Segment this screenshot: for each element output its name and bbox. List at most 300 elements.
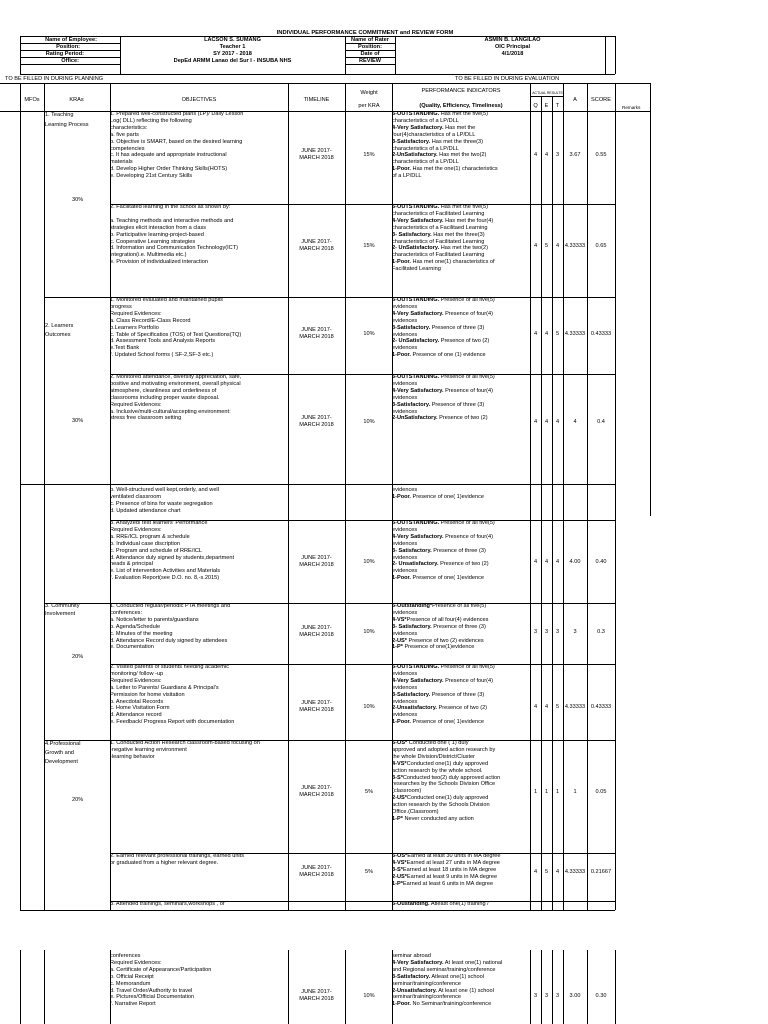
row-e: 4 <box>544 419 549 425</box>
indicator-rating: 1-Poor. <box>392 719 411 726</box>
indicator-line <box>392 960 502 967</box>
row-q: 1 <box>533 789 538 795</box>
objective-line: e. Developing 21st Century Skills <box>110 173 193 180</box>
kra-2-weight: 30% <box>72 418 84 424</box>
indicator-line <box>392 318 417 325</box>
indicator-line <box>392 988 494 995</box>
indicator-line <box>392 768 482 775</box>
rating-period-value: SY 2017 - 2018 <box>213 51 252 57</box>
indicator-text: At least one (1) school <box>436 987 494 994</box>
v-rule <box>392 83 393 516</box>
indicator-text: Has met the three(3) <box>431 231 485 238</box>
row-a: 4.00 <box>569 559 581 565</box>
indicator-line <box>392 575 484 582</box>
row-e: 1 <box>544 789 549 795</box>
objective-line: classrooms including proper waste disposal. <box>110 394 220 401</box>
row-score: 0.40 <box>595 559 607 565</box>
indicator-line <box>392 166 498 173</box>
indicator-text: Conducted two(2) duly approved action <box>402 774 501 781</box>
objective-line: positive and motivating environment, overall physical <box>110 380 241 387</box>
row-e: 4 <box>544 331 549 337</box>
indicator-rating: 3-Satisfactory. <box>392 691 431 698</box>
col-remarks: Remarks <box>622 105 641 110</box>
h-rule <box>0 83 650 84</box>
kra-1-line2: Learning Process <box>45 122 89 128</box>
indicator-rating: 3-Satisfactory. <box>392 138 431 145</box>
indicator-rating: 1-P* <box>392 880 403 887</box>
employee-label: Name of Employee: <box>45 37 97 43</box>
indicator-text: evidences <box>392 487 418 493</box>
row-timeline: MARCH 2018 <box>299 996 334 1002</box>
indicator-text: Has met the one(1) characteristics <box>410 166 498 173</box>
objective-line: d. Travel Order/Authority to travel <box>110 987 193 994</box>
v-rule <box>288 83 289 516</box>
objective-line: a. RRE/ICL program & schedule <box>110 533 190 540</box>
objective-line: b. Individual case discription <box>110 540 180 547</box>
position-label: Position: <box>56 44 80 50</box>
indicator-text: No Seminar/training/conference <box>410 1001 492 1008</box>
row-e: 5 <box>544 869 549 875</box>
objective-line: a. Teaching methods and interactive methods and <box>110 217 234 224</box>
indicator-line <box>392 139 483 146</box>
v-rule <box>44 83 45 516</box>
v-rule <box>541 96 542 516</box>
indicator-rating: 3-S* <box>392 774 403 781</box>
indicator-text: Earned at least 30 units in MA degree <box>407 853 501 859</box>
v-rule <box>20 950 21 1024</box>
rater-position-value: OIC Principal <box>494 44 531 50</box>
v-rule <box>395 36 396 74</box>
v-rule <box>20 36 21 74</box>
indicator-text: Earned at least 6 units in MA degree <box>402 880 494 887</box>
indicator-text: Conducted one ( 1) duly <box>407 740 469 746</box>
indicator-line <box>392 152 486 159</box>
v-rule <box>44 950 45 1024</box>
row-e: 3 <box>544 629 549 635</box>
indicator-text: Has met the <box>443 124 476 131</box>
indicator-line <box>392 332 417 339</box>
row-weight: 5% <box>364 789 374 795</box>
row-timeline: JUNE 2017- <box>301 327 332 334</box>
row-e: 5 <box>544 243 549 249</box>
indicator-text: characteristics of a LP/DLL <box>392 145 459 152</box>
row-e: 3 <box>544 993 549 999</box>
position-value: Teacher 1 <box>219 44 246 50</box>
indicator-text: Presence of all five(5) <box>439 374 495 380</box>
evaluation-label: TO BE FILLED IN DURING EVALUATION <box>455 76 560 82</box>
indicator-line <box>392 232 485 239</box>
indicator-line <box>392 867 496 874</box>
indicator-text: Presence of three (3) <box>430 401 485 408</box>
row-a: 3.67 <box>569 152 581 158</box>
row-q: 4 <box>533 152 538 158</box>
indicator-text: Presence of two (2) <box>439 338 490 345</box>
v-rule <box>615 950 616 1024</box>
indicator-line <box>392 664 495 671</box>
indicator-text: Presence of all five(5) <box>439 664 495 670</box>
objective-line: b.Learners Portfolio <box>110 324 159 331</box>
row-score: 0.65 <box>595 243 607 249</box>
indicator-text: Atleast one(1) training / <box>429 901 489 907</box>
objective-line: c. Program and schedule of RRE/ICL <box>110 547 203 554</box>
row-a: 4.33333 <box>564 243 586 249</box>
indicator-text: Presence of one (1) evidence <box>410 352 486 359</box>
indicator-line <box>392 568 417 575</box>
rater-label: Name of Rater <box>351 37 389 43</box>
indicator-text: Presence of four(4) <box>443 310 493 317</box>
indicator-line <box>392 719 484 726</box>
indicator-text: Has met the five(5) <box>439 111 488 117</box>
objective-line: heads & principal <box>110 561 153 568</box>
indicator-line <box>392 853 501 860</box>
col-weight-per-kra: per KRA <box>358 103 380 109</box>
indicator-text: Never conducted any action <box>402 815 474 822</box>
objective-line: Permission for home visitation <box>110 691 185 698</box>
indicator-line <box>392 671 417 678</box>
objective-line: c. Table of Specificatios (TOS) of Test Questions(TQ) <box>110 331 242 338</box>
indicator-text: action research by the Schools Division <box>392 802 490 809</box>
row-weight: 10% <box>363 704 375 710</box>
row-timeline: JUNE 2017- <box>301 700 332 707</box>
row-timeline: MARCH 2018 <box>299 155 334 161</box>
indicator-text: Presence of one( 1)evidence <box>410 575 485 582</box>
row-t: 4 <box>555 419 560 425</box>
objective-line: d. Attendance record <box>110 712 162 719</box>
indicator-rating: 3-S* <box>392 866 403 873</box>
objective-line: b. Well-structured well kept,orderly, and well <box>110 487 219 493</box>
indicator-text: Conducted one(1) duly approved <box>406 795 489 802</box>
row-score: 0.30 <box>595 993 607 999</box>
h-rule <box>110 204 615 205</box>
indicator-line <box>392 548 486 555</box>
v-rule <box>552 484 553 910</box>
indicator-line <box>392 409 417 416</box>
indicator-text: characteristics of a Facilitaed Learning <box>392 224 488 231</box>
indicator-text: Presence of four(4) <box>443 387 493 394</box>
row-e: 4 <box>544 559 549 565</box>
indicator-line <box>392 352 486 359</box>
v-rule <box>110 83 111 516</box>
objective-line: -learning behavior <box>110 753 155 760</box>
row-q: 4 <box>533 704 538 710</box>
objective-line: c. It has adequate and appropriate instructional <box>110 152 227 159</box>
row-weight: 10% <box>363 559 375 565</box>
objective-line: or graduated from a higher relevant degree. <box>110 859 219 866</box>
objective-line: a. Notice/letter to parents/guardians <box>110 616 199 623</box>
indicator-rating: 2-Unsatisfactory. <box>392 987 437 994</box>
v-rule <box>110 950 111 1024</box>
row-t: 3 <box>555 629 560 635</box>
h-rule <box>20 57 120 58</box>
row-timeline: JUNE 2017- <box>301 989 332 996</box>
v-rule <box>615 83 616 516</box>
h-rule <box>110 374 615 375</box>
v-rule <box>345 950 346 1024</box>
indicator-line <box>392 388 493 395</box>
objective-line: d. Attendance duly signed by students,department <box>110 554 235 561</box>
col-qet: (Quality, Efficiency, Timeliness) <box>419 103 503 109</box>
indicator-rating: 4-Very Satisfactory. <box>392 387 444 394</box>
indicator-line <box>392 994 461 1001</box>
indicator-line <box>392 901 489 908</box>
indicator-rating: 1-Poor. <box>392 166 411 173</box>
objective-line: 2. Earned relevant professional trainings, earned units <box>110 853 245 859</box>
v-rule <box>288 950 289 1024</box>
row-timeline: MARCH 2018 <box>299 632 334 638</box>
col-actual-results: ACTUAL RESULTS <box>532 91 563 95</box>
indicator-line <box>392 881 493 888</box>
v-rule <box>392 484 393 910</box>
kra-4-line3: Development <box>45 759 78 765</box>
indicator-line <box>392 953 431 960</box>
objective-line: c. Memorandum <box>110 980 151 987</box>
h-rule <box>345 50 395 51</box>
kra-4-weight: 20% <box>72 797 84 803</box>
h-rule <box>110 664 615 665</box>
objective-line: integration(i.e. Multimedia etc.) <box>110 252 187 259</box>
indicator-text: Presence of two (2) <box>436 705 488 712</box>
objective-line: f. Narrative Report <box>110 1001 156 1008</box>
objective-line: e. Documentation <box>110 644 154 651</box>
row-score: 0.4 <box>597 419 605 425</box>
indicator-line <box>392 111 488 118</box>
rater-position-label: Position: <box>358 44 382 50</box>
row-a: 4 <box>573 419 577 425</box>
indicator-text: the whole Division/District/Cluster <box>392 753 475 760</box>
indicator-rating: 4-VS* <box>392 859 407 866</box>
h-rule <box>20 43 120 44</box>
indicator-rating: 4-Very Satisfactory. <box>392 533 444 540</box>
indicator-text: evidences <box>392 408 418 415</box>
indicator-line <box>392 125 475 132</box>
col-kras: KRAs <box>69 97 84 103</box>
h-rule <box>345 57 395 58</box>
objective-line: e. Feedback/ Progress Report with documentation <box>110 719 235 726</box>
indicator-text: characteristics of a LP/DLL <box>392 117 459 124</box>
indicator-line <box>392 678 493 685</box>
indicator-line <box>392 132 475 139</box>
objective-line: competencies <box>110 145 145 152</box>
objective-line: f. Evaluation Report(see D.O. no. 8,-s.2015) <box>110 575 220 582</box>
objective-line: characteristics: <box>110 124 148 131</box>
h-rule <box>20 50 120 51</box>
indicator-line <box>392 541 417 548</box>
indicator-line <box>392 534 493 541</box>
v-rule <box>587 950 588 1024</box>
indicator-text: Presence of four(4) <box>443 677 493 684</box>
kra-4-line2: Growth and <box>45 750 74 756</box>
v-rule <box>44 484 45 910</box>
objective-line: 3. Attended trainings, seminars,workshops , or <box>110 901 225 907</box>
indicator-line <box>392 173 422 180</box>
row-t: 3 <box>555 993 560 999</box>
objective-line: Required Evidences: <box>110 401 162 408</box>
indicator-text: Presence of two (2) <box>437 415 488 422</box>
indicator-text: characteristics of a LP/DLL <box>392 159 459 166</box>
indicator-line <box>392 781 495 788</box>
indicator-text: Has met the two(2) <box>437 152 487 159</box>
objective-line: a. Class Record/E-Class Record <box>110 317 191 324</box>
col-e: E <box>544 103 549 109</box>
objective-line: b. Agenda/Schedule <box>110 623 161 630</box>
v-rule <box>587 83 588 516</box>
objective-line: Required Evidences: <box>110 959 162 966</box>
indicator-text: Presence of one( 1)evidence <box>410 493 485 500</box>
indicator-text: evidences <box>392 526 418 533</box>
row-timeline: JUNE 2017- <box>301 625 332 632</box>
indicator-text: evidences <box>392 568 418 575</box>
row-a: 3.00 <box>569 993 581 999</box>
row-weight: 5% <box>364 869 374 875</box>
objective-line: conferences <box>110 953 141 959</box>
row-weight: 15% <box>363 152 375 158</box>
v-rule <box>563 950 564 1024</box>
objective-line: d. Assessment Tools and Analysis Reports <box>110 338 215 345</box>
indicator-rating: 2- UnSatisfactory. <box>392 338 440 345</box>
indicator-line <box>392 692 484 699</box>
objective-line: 1. Conducted Action Research classroom-based focusing on <box>110 740 260 746</box>
objective-line: b. Participative learning-project-based <box>110 231 204 238</box>
h-rule <box>530 96 563 97</box>
objective-line: a. Certificate of Appearance/Participation <box>110 966 212 973</box>
row-a: 4.33333 <box>564 704 586 710</box>
kra-1-line1: 1. Teaching <box>45 112 74 118</box>
indicator-text: Earned at least 9 units in MA degree <box>406 873 498 880</box>
indicator-text: seminar/training/conference <box>392 980 462 987</box>
indicator-text: Presence of four(4) <box>443 533 493 540</box>
v-rule <box>345 36 346 74</box>
indicator-line <box>392 211 484 218</box>
row-timeline: MARCH 2018 <box>299 707 334 713</box>
row-q: 4 <box>533 559 538 565</box>
indicator-line <box>392 747 495 754</box>
indicator-text: and Regional seminar/training/conference <box>392 966 496 973</box>
row-q: 4 <box>533 419 538 425</box>
objective-line: b. Official Receipt <box>110 973 154 980</box>
indicator-line <box>392 345 417 352</box>
indicator-line <box>392 555 417 562</box>
h-rule <box>110 520 615 521</box>
objective-line: 2. Facilitated learning in the school as shown by: <box>110 204 231 210</box>
objective-line: atmosphere, cleanliness and orderliness of <box>110 387 217 394</box>
objective-line: strategies elicit interaction from a class <box>110 224 207 231</box>
indicator-line <box>392 494 484 501</box>
indicator-text: (classroom) <box>392 788 422 795</box>
indicator-rating: 3-Satisfactory. <box>392 973 431 980</box>
row-timeline: MARCH 2018 <box>299 246 334 252</box>
indicator-rating: 5-OUTSTANDING. <box>392 297 440 303</box>
v-rule <box>345 83 346 516</box>
v-rule <box>110 484 111 910</box>
kra-3-line2: Involvement <box>45 611 76 617</box>
objective-line: Required Evidences: <box>110 677 162 684</box>
v-rule <box>392 950 393 1024</box>
planning-label: TO BE FILLED IN DURING PLANNING <box>5 76 104 82</box>
indicator-rating: 5-OUTSTANDING. <box>392 111 440 117</box>
row-score: 0.21667 <box>590 869 612 875</box>
indicator-text: seminar abroad <box>392 953 431 959</box>
indicator-line <box>392 705 487 712</box>
indicator-text: evidences <box>392 380 418 387</box>
objective-line: d. Information and Communication Technology(ICT) <box>110 245 238 252</box>
indicator-line <box>392 311 493 318</box>
row-timeline: JUNE 2017- <box>301 148 332 155</box>
col-weight: Weight <box>360 90 378 96</box>
indicator-text: Has met one(1) characteristics of <box>410 259 495 266</box>
indicator-rating: 1-Poor. <box>392 259 411 266</box>
v-rule <box>615 484 616 910</box>
objective-line: e.Test Bank <box>110 345 140 352</box>
indicator-line <box>392 204 488 211</box>
rating-period-label: Rating Period: <box>45 51 84 57</box>
h-rule <box>110 853 615 854</box>
date-value: 4/1/2018 <box>501 51 524 57</box>
indicator-rating: 3- Satisfactory. <box>392 547 432 554</box>
row-score: 0.3 <box>597 629 605 635</box>
indicator-text: evidences <box>392 554 418 561</box>
v-rule <box>530 950 531 1024</box>
indicator-line <box>392 520 495 527</box>
indicator-text: approved and adopted action research by <box>392 746 496 753</box>
kra-3-line1: 3. Community <box>45 603 80 609</box>
objective-line: 1. Monitored evaluated and maintained pupils <box>110 297 223 303</box>
objective-line: conferences: <box>110 609 143 616</box>
indicator-text: Facilitated Learning <box>392 266 441 273</box>
indicator-rating: 4-Very Satisfactory. <box>392 124 444 131</box>
objective-line: 3. Analyzed/ test learners' Performance <box>110 520 208 526</box>
row-score: 0.43333 <box>590 704 612 710</box>
indicator-text: evidences <box>392 303 418 310</box>
row-q: 4 <box>533 331 538 337</box>
row-e: 4 <box>544 704 549 710</box>
indicator-rating: 3-Satisfactory. <box>392 401 431 408</box>
kra-3-weight: 20% <box>72 654 84 660</box>
indicator-line <box>392 761 488 768</box>
indicator-rating: 5-OUTSTANDING. <box>392 664 440 670</box>
objective-line: c. Presence of bins for waste segregation <box>110 500 213 507</box>
indicator-line <box>392 624 486 631</box>
row-weight: 10% <box>363 419 375 425</box>
indicator-line <box>392 239 484 246</box>
col-q: Q <box>533 103 538 109</box>
objective-line: 1. Conducted regular/periodic PTA meetings and <box>110 603 231 609</box>
row-t: 4 <box>555 243 560 249</box>
indicator-text: Has met the three(3) <box>430 138 483 145</box>
indicator-text: Presence of three (3) <box>430 324 485 331</box>
v-rule <box>563 83 564 516</box>
objective-line: f. Updated School forms ( SF-2,SF-3 etc.) <box>110 352 214 359</box>
indicator-text: Presence of all five(5) <box>432 603 487 609</box>
indicator-text: Presence of three (3) <box>431 547 486 554</box>
indicator-rating: 2-UnSatisfactory. <box>392 415 438 422</box>
indicator-line <box>392 860 500 867</box>
objective-line: c. Home Visitation Form <box>110 705 170 712</box>
rater-value: ASMIN B. LANGILAO <box>484 37 541 43</box>
indicator-rating: 5-OUTSTANDING. <box>392 374 440 380</box>
row-weight: 10% <box>363 629 375 635</box>
row-timeline: JUNE 2017- <box>301 865 332 872</box>
indicator-text: evidences <box>392 684 418 691</box>
indicator-text: evidences <box>392 630 418 637</box>
h-rule <box>110 901 615 902</box>
indicator-text: evidences <box>392 394 418 401</box>
v-rule <box>345 484 346 910</box>
indicator-rating: 2-US* <box>392 637 407 644</box>
objective-line: a. Letter to Parents/ Guardians & Principal's <box>110 684 219 691</box>
col-t: T <box>555 103 560 109</box>
indicator-line <box>392 974 484 981</box>
v-rule <box>288 484 289 910</box>
